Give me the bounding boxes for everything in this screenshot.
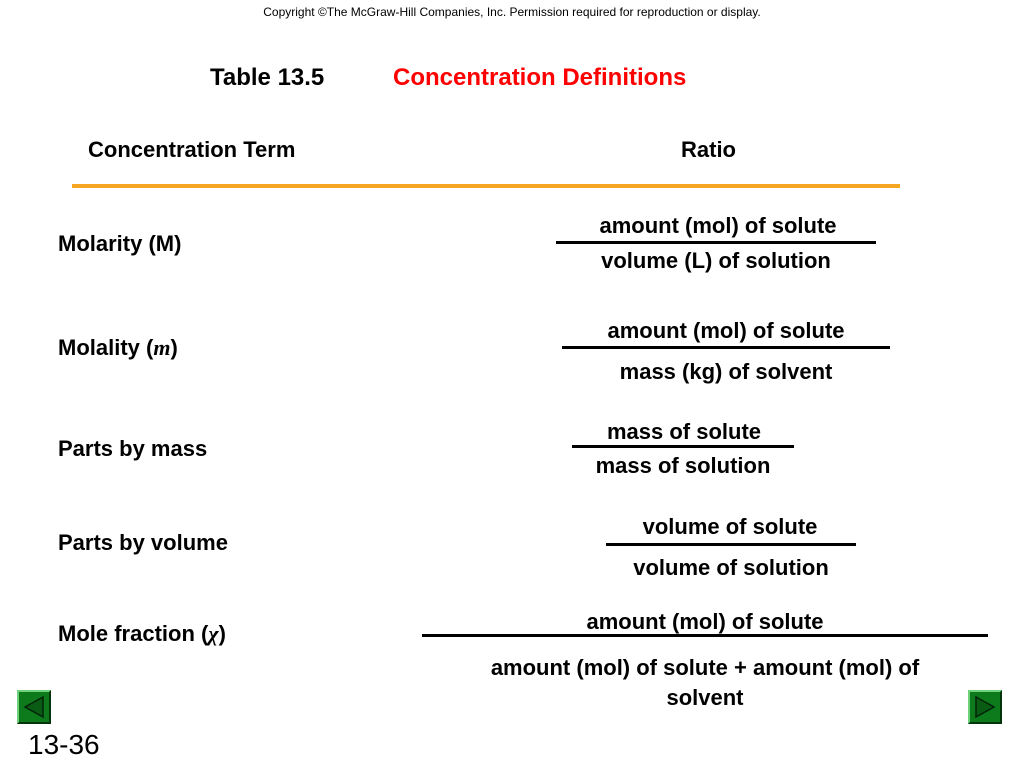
mole-fraction-numerator: amount (mol) of solute <box>586 609 824 634</box>
copyright-notice: Copyright ©The McGraw-Hill Companies, Inc. Permission required for reproduction or display. <box>263 5 761 19</box>
term-molarity: Molarity (M) <box>58 231 182 256</box>
mole-fraction-fraction-bar <box>422 634 988 637</box>
term-mole-fraction <box>58 621 226 647</box>
slide-number: 13-36 <box>28 729 100 760</box>
molality-numerator: amount (mol) of solute <box>607 318 845 343</box>
parts-by-volume-numerator: volume of solute <box>642 514 818 539</box>
molality-denominator: mass (kg) of solvent <box>619 359 833 384</box>
triangle-left-icon <box>19 692 49 722</box>
molarity-fraction-bar <box>556 241 876 244</box>
triangle-right-icon <box>970 692 1000 722</box>
column-header-ratio: Ratio <box>681 137 736 162</box>
table-number: Table 13.5 <box>210 64 325 91</box>
term-parts-by-mass: Parts by mass <box>58 436 208 461</box>
mole-fraction-symbol: χ <box>208 621 219 646</box>
table-title: Concentration Definitions <box>393 64 687 91</box>
molarity-numerator: amount (mol) of solute <box>599 213 837 238</box>
parts-by-volume-denominator: volume of solution <box>633 555 829 580</box>
molality-symbol: m <box>153 335 171 360</box>
term-mole-fraction-prefix: Mole fraction ( <box>58 621 209 646</box>
mole-fraction-denominator-line2: solvent <box>666 685 744 710</box>
header-divider <box>72 184 900 188</box>
molarity-denominator: volume (L) of solution <box>601 248 831 273</box>
term-molality-suffix: ) <box>170 335 178 360</box>
column-header-term: Concentration Term <box>88 137 296 162</box>
parts-by-mass-fraction-bar <box>572 445 794 448</box>
parts-by-mass-numerator: mass of solute <box>606 419 762 444</box>
term-molality <box>58 335 178 361</box>
molality-fraction-bar <box>562 346 890 349</box>
parts-by-mass-denominator: mass of solution <box>595 453 771 478</box>
mole-fraction-denominator-line1: amount (mol) of solute + amount (mol) of <box>490 655 920 680</box>
next-slide-button[interactable] <box>968 690 1002 724</box>
previous-slide-button[interactable] <box>17 690 51 724</box>
parts-by-volume-fraction-bar <box>606 543 856 546</box>
term-parts-by-volume: Parts by volume <box>58 530 228 555</box>
term-molality-prefix: Molality ( <box>58 335 154 360</box>
term-mole-fraction-suffix: ) <box>218 621 226 646</box>
